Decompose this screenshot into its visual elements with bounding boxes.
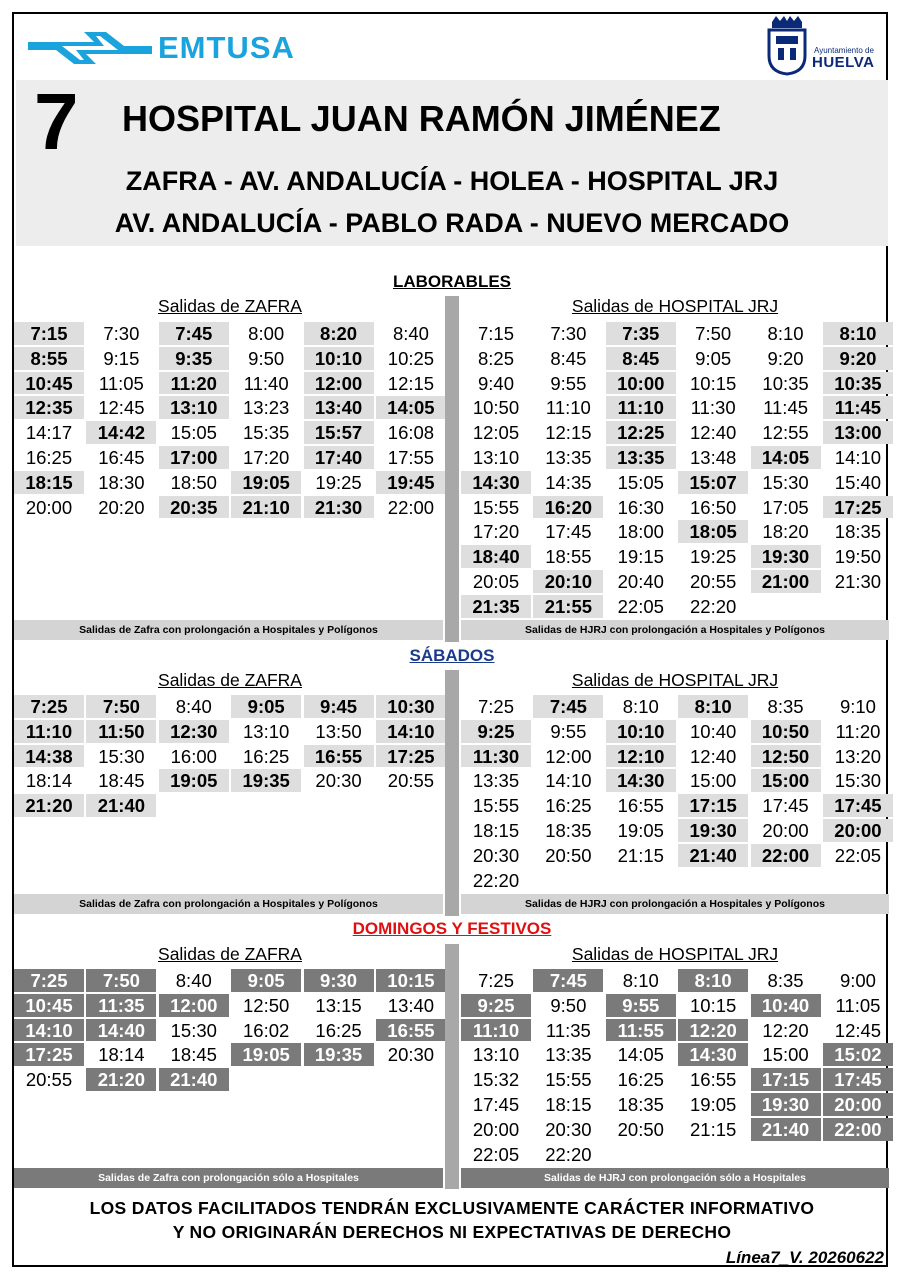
departure-time: 12:20 <box>762 1019 809 1041</box>
departure-time: 16:55 <box>617 795 664 817</box>
departure-time: 16:25 <box>25 446 73 468</box>
departure-time-highlighted: 7:45 <box>159 322 229 345</box>
note-zafra-laborables: Salidas de Zafra con prolongación a Hospitales y Polígonos <box>14 620 443 640</box>
departure-time-highlighted: 21:20 <box>14 794 84 817</box>
departure-time: 12:40 <box>690 745 737 767</box>
departure-time: 20:30 <box>472 844 520 866</box>
departure-time-highlighted: 17:00 <box>159 446 229 469</box>
departure-time-highlighted: 9:20 <box>823 347 893 370</box>
departure-time: 13:48 <box>690 446 737 468</box>
departure-time-highlighted: 11:10 <box>461 1019 531 1042</box>
hjrj-timetable-sabados <box>461 695 893 891</box>
departure-time: 22:20 <box>545 1143 592 1165</box>
departure-time: 20:05 <box>472 570 520 592</box>
departure-time-highlighted: 15:07 <box>678 471 748 494</box>
departure-time-highlighted: 8:10 <box>678 695 748 718</box>
departure-time: 18:15 <box>545 1093 592 1115</box>
departure-time: 15:30 <box>170 1019 217 1041</box>
departure-time: 12:15 <box>545 422 592 444</box>
departure-time-highlighted: 7:45 <box>533 969 603 992</box>
departure-time-highlighted: 14:30 <box>606 769 676 792</box>
departure-time: 16:25 <box>315 1019 362 1041</box>
departure-time: 13:35 <box>545 446 592 468</box>
departure-time: 11:40 <box>243 372 289 394</box>
departure-time-highlighted: 10:45 <box>14 994 84 1017</box>
departure-time: 15:05 <box>170 422 217 444</box>
departure-time: 9:50 <box>248 347 285 369</box>
departure-time-highlighted: 17:25 <box>823 496 893 519</box>
note-zafra-sabados: Salidas de Zafra con prolongación a Hospitales y Polígonos <box>14 894 443 914</box>
disclaimer-line-1: LOS DATOS FACILITADOS TENDRÁN EXCLUSIVAMENTE CARÁCTER INFORMATIVO <box>89 1198 815 1218</box>
departure-time: 9:40 <box>477 372 514 394</box>
departure-time: 14:17 <box>25 422 73 444</box>
departure-time: 18:35 <box>834 521 882 543</box>
departure-time-highlighted: 20:00 <box>823 819 893 842</box>
departure-time: 15:30 <box>762 471 809 493</box>
departure-time: 12:40 <box>690 422 737 444</box>
departure-time-highlighted: 14:42 <box>86 421 156 444</box>
departure-time-highlighted: 12:20 <box>678 1019 748 1042</box>
departure-time: 18:45 <box>98 770 145 792</box>
departure-time: 15:00 <box>762 1044 809 1066</box>
departure-time: 15:00 <box>690 770 737 792</box>
departure-time: 20:50 <box>617 1118 664 1140</box>
departure-time: 7:25 <box>477 696 514 717</box>
ayto-caption: Ayuntamiento de <box>814 46 874 55</box>
departure-time: 11:10 <box>545 397 591 419</box>
departure-time: 16:25 <box>243 745 290 767</box>
departure-time-highlighted: 21:40 <box>159 1068 229 1091</box>
departure-time: 12:50 <box>243 994 290 1016</box>
departure-time-highlighted: 19:35 <box>231 769 301 792</box>
departure-time: 16:50 <box>690 496 737 518</box>
departure-time: 9:50 <box>550 994 587 1016</box>
departure-time-highlighted: 20:10 <box>533 570 603 593</box>
departure-time: 15:55 <box>472 795 520 817</box>
departure-time-highlighted: 21:40 <box>86 794 156 817</box>
note-hjrj-sabados: Salidas de HJRJ con prolongación a Hospitales y Polígonos <box>461 894 889 914</box>
departure-time-highlighted: 14:30 <box>678 1043 748 1066</box>
departure-time: 17:45 <box>472 1093 520 1115</box>
departure-time-highlighted: 7:25 <box>14 695 84 718</box>
line-number: 7 <box>34 77 79 166</box>
departure-time: 13:35 <box>472 770 520 792</box>
hjrj-label-sabados: Salidas de HOSPITAL JRJ <box>571 670 779 690</box>
departure-time-highlighted: 19:30 <box>751 545 821 568</box>
departure-time-highlighted: 15:00 <box>751 769 821 792</box>
departure-time-highlighted: 17:40 <box>304 446 374 469</box>
departure-time-highlighted: 9:55 <box>606 994 676 1017</box>
coat-of-arms-icon <box>764 16 810 76</box>
departure-time: 17:55 <box>387 446 435 468</box>
departure-time: 20:55 <box>387 770 435 792</box>
departure-time-highlighted: 18:05 <box>678 520 748 543</box>
departure-time: 22:05 <box>617 595 664 617</box>
departure-time: 11:35 <box>545 1019 591 1041</box>
departure-time: 21:15 <box>690 1118 737 1140</box>
departure-time: 15:35 <box>243 422 290 444</box>
version-label: Línea7_V. 20260622 <box>725 1248 884 1267</box>
departure-time-highlighted: 17:25 <box>14 1043 84 1066</box>
departure-time: 7:50 <box>695 323 732 344</box>
departure-time: 14:05 <box>617 1044 664 1066</box>
departure-time-highlighted: 16:55 <box>304 745 374 768</box>
departure-time-highlighted: 22:00 <box>751 844 821 867</box>
departure-time-highlighted: 8:55 <box>14 347 84 370</box>
hjrj-label-domingos: Salidas de HOSPITAL JRJ <box>571 944 779 964</box>
departure-time: 18:14 <box>25 770 73 792</box>
departure-time: 15:40 <box>834 471 882 493</box>
departure-time: 11:20 <box>835 720 881 742</box>
departure-time: 17:45 <box>762 795 809 817</box>
ayuntamiento-logo <box>764 16 884 76</box>
departure-time-highlighted: 15:57 <box>304 421 374 444</box>
departure-time-highlighted: 7:45 <box>533 695 603 718</box>
departure-time: 7:15 <box>477 323 514 344</box>
departure-time-highlighted: 14:05 <box>376 396 446 419</box>
departure-time-highlighted: 16:20 <box>533 496 603 519</box>
departure-time: 20:55 <box>25 1069 73 1091</box>
departure-time-highlighted: 7:50 <box>86 695 156 718</box>
departure-time: 13:50 <box>315 720 362 742</box>
departure-time: 18:00 <box>617 521 664 543</box>
departure-time-highlighted: 14:05 <box>751 446 821 469</box>
departure-time-highlighted: 19:05 <box>231 1043 301 1066</box>
zafra-timetable-sabados <box>14 695 446 817</box>
departure-time-highlighted: 13:35 <box>606 446 676 469</box>
departure-time-highlighted: 9:45 <box>304 695 374 718</box>
departure-time-highlighted: 8:10 <box>823 322 893 345</box>
departure-time: 16:25 <box>545 795 592 817</box>
departure-time: 9:05 <box>695 347 732 369</box>
departure-time: 20:20 <box>98 496 145 518</box>
departure-time: 20:55 <box>690 570 737 592</box>
departure-time: 19:05 <box>617 819 664 841</box>
departure-time: 8:45 <box>550 347 587 369</box>
departure-time-highlighted: 14:30 <box>461 471 531 494</box>
departure-time: 15:05 <box>617 471 664 493</box>
departure-time-highlighted: 10:50 <box>751 720 821 743</box>
departure-time: 19:15 <box>617 546 664 568</box>
departure-time-highlighted: 8:20 <box>304 322 374 345</box>
section-title-laborables: LABORABLES <box>392 272 512 291</box>
hjrj-timetable-laborables <box>461 322 893 618</box>
departure-time-highlighted: 17:25 <box>376 745 446 768</box>
departure-time: 12:55 <box>762 422 809 444</box>
departure-time-highlighted: 11:30 <box>461 745 531 768</box>
departure-time-highlighted: 10:00 <box>606 372 676 395</box>
departure-time-highlighted: 21:10 <box>231 496 301 519</box>
departure-time-highlighted: 9:35 <box>159 347 229 370</box>
departure-time-highlighted: 19:05 <box>159 769 229 792</box>
departure-time: 8:10 <box>767 323 804 344</box>
departure-time: 17:20 <box>243 446 290 468</box>
departure-time: 13:10 <box>472 1044 520 1066</box>
departure-time: 15:55 <box>545 1069 592 1091</box>
departure-time: 11:05 <box>98 372 144 394</box>
departure-time: 8:00 <box>248 323 285 344</box>
departure-time: 15:55 <box>472 496 520 518</box>
departure-time-highlighted: 11:20 <box>159 372 229 395</box>
departure-time: 22:20 <box>690 595 737 617</box>
departure-time-highlighted: 12:30 <box>159 720 229 743</box>
departure-time-highlighted: 21:40 <box>751 1118 821 1141</box>
departure-time-highlighted: 18:15 <box>14 471 84 494</box>
departure-time: 18:55 <box>545 546 592 568</box>
departure-time: 19:50 <box>834 546 882 568</box>
departure-time: 16:55 <box>690 1069 737 1091</box>
departure-time-highlighted: 17:45 <box>823 794 893 817</box>
ayto-city: HUELVA <box>812 54 875 71</box>
departure-time-highlighted: 21:40 <box>678 844 748 867</box>
departure-time-highlighted: 11:45 <box>823 396 893 419</box>
zafra-label-laborables: Salidas de ZAFRA <box>158 296 302 316</box>
departure-time-highlighted: 14:38 <box>14 745 84 768</box>
departure-time: 20:40 <box>617 570 664 592</box>
departure-time-highlighted: 10:40 <box>751 994 821 1017</box>
departure-time: 7:30 <box>550 323 587 344</box>
brand-name: EMTUSA <box>158 30 295 65</box>
departure-time: 14:10 <box>834 446 882 468</box>
departure-time-highlighted: 10:45 <box>14 372 84 395</box>
departure-time: 9:55 <box>550 372 587 394</box>
note-hjrj-domingos: Salidas de HJRJ con prolongación sólo a Hospitales <box>461 1168 889 1188</box>
column-divider <box>445 944 459 1189</box>
departure-time-highlighted: 13:10 <box>159 396 229 419</box>
departure-time: 22:05 <box>472 1143 520 1165</box>
departure-time: 13:20 <box>834 745 882 767</box>
departure-time-highlighted: 7:15 <box>14 322 84 345</box>
departure-time-highlighted: 19:35 <box>304 1043 374 1066</box>
hjrj-timetable-domingos <box>461 969 893 1165</box>
departure-time: 11:05 <box>835 994 881 1016</box>
departure-time-highlighted: 9:30 <box>304 969 374 992</box>
departure-time: 13:23 <box>243 397 290 419</box>
departure-time: 8:35 <box>767 696 804 717</box>
departure-time: 12:00 <box>545 745 592 767</box>
departure-time-highlighted: 18:40 <box>461 545 531 568</box>
zafra-timetable-domingos <box>14 969 446 1091</box>
departure-time: 10:15 <box>690 994 737 1016</box>
note-hjrj-laborables: Salidas de HJRJ con prolongación a Hospitales y Polígonos <box>461 620 889 640</box>
departure-time-highlighted: 12:25 <box>606 421 676 444</box>
departure-time: 19:25 <box>690 546 737 568</box>
departure-time-highlighted: 21:30 <box>304 496 374 519</box>
departure-time-highlighted: 12:00 <box>304 372 374 395</box>
departure-time-highlighted: 20:00 <box>823 1093 893 1116</box>
departure-time: 18:14 <box>98 1044 145 1066</box>
departure-time: 16:00 <box>170 745 217 767</box>
column-divider <box>445 670 459 916</box>
departure-time-highlighted: 22:00 <box>823 1118 893 1141</box>
departure-time: 17:20 <box>472 521 520 543</box>
departure-time-highlighted: 12:00 <box>159 994 229 1017</box>
departure-time-highlighted: 8:10 <box>678 969 748 992</box>
departure-time: 10:25 <box>387 347 435 369</box>
departure-time: 13:15 <box>315 994 362 1016</box>
departure-time: 16:02 <box>243 1019 290 1041</box>
departure-time: 20:50 <box>545 844 592 866</box>
departure-time-highlighted: 9:25 <box>461 994 531 1017</box>
departure-time-highlighted: 9:05 <box>231 695 301 718</box>
departure-time: 11:45 <box>763 397 809 419</box>
departure-time: 7:30 <box>103 323 140 344</box>
departure-time: 12:45 <box>98 397 145 419</box>
departure-time: 22:00 <box>387 496 435 518</box>
departure-time-highlighted: 13:40 <box>304 396 374 419</box>
departure-time: 18:15 <box>472 819 520 841</box>
departure-time: 22:05 <box>834 844 882 866</box>
departure-time-highlighted: 10:15 <box>376 969 446 992</box>
departure-time: 18:35 <box>617 1093 664 1115</box>
section-title-domingos: DOMINGOS Y FESTIVOS <box>352 919 552 938</box>
departure-time: 19:05 <box>690 1093 737 1115</box>
departure-time-highlighted: 10:10 <box>606 720 676 743</box>
departure-time: 10:50 <box>472 397 520 419</box>
departure-time-highlighted: 10:35 <box>823 372 893 395</box>
departure-time: 7:25 <box>477 970 514 991</box>
departure-time: 9:15 <box>103 347 140 369</box>
departure-time: 12:15 <box>387 372 435 394</box>
departure-time: 11:30 <box>690 397 736 419</box>
departure-time-highlighted: 17:15 <box>678 794 748 817</box>
route-line-2: AV. ANDALUCÍA - PABLO RADA - NUEVO MERCADO <box>114 208 790 238</box>
departure-time: 18:30 <box>98 471 145 493</box>
departure-time: 13:10 <box>472 446 520 468</box>
departure-time: 13:10 <box>243 720 290 742</box>
departure-time-highlighted: 11:10 <box>14 720 84 743</box>
departure-time-highlighted: 13:00 <box>823 421 893 444</box>
departure-time-highlighted: 7:25 <box>14 969 84 992</box>
departure-time: 15:32 <box>472 1069 520 1091</box>
departure-time-highlighted: 8:45 <box>606 347 676 370</box>
departure-time-highlighted: 15:02 <box>823 1043 893 1066</box>
departure-time: 16:25 <box>617 1069 664 1091</box>
departure-time: 14:35 <box>545 471 592 493</box>
line-title: HOSPITAL JUAN RAMÓN JIMÉNEZ <box>122 98 721 139</box>
departure-time-highlighted: 19:45 <box>376 471 446 494</box>
departure-time: 9:10 <box>839 696 876 717</box>
departure-time: 9:00 <box>839 970 876 991</box>
departure-time-highlighted: 21:20 <box>86 1068 156 1091</box>
departure-time: 14:10 <box>545 770 592 792</box>
departure-time: 17:05 <box>762 496 809 518</box>
departure-time-highlighted: 20:35 <box>159 496 229 519</box>
zafra-label-domingos: Salidas de ZAFRA <box>158 944 302 964</box>
column-divider <box>445 296 459 642</box>
departure-time-highlighted: 11:10 <box>606 396 676 419</box>
departure-time-highlighted: 21:00 <box>751 570 821 593</box>
departure-time: 16:08 <box>387 422 435 444</box>
departure-time-highlighted: 7:35 <box>606 322 676 345</box>
departure-time: 20:00 <box>25 496 73 518</box>
departure-time-highlighted: 11:55 <box>606 1019 676 1042</box>
departure-time-highlighted: 19:30 <box>751 1093 821 1116</box>
departure-time: 16:30 <box>617 496 664 518</box>
departure-time: 18:35 <box>545 819 592 841</box>
departure-time-highlighted: 9:25 <box>461 720 531 743</box>
departure-time-highlighted: 11:50 <box>86 720 156 743</box>
departure-time-highlighted: 19:05 <box>231 471 301 494</box>
departure-time-highlighted: 12:10 <box>606 745 676 768</box>
emtusa-arrows-icon <box>24 26 159 70</box>
departure-time: 8:35 <box>767 970 804 991</box>
departure-time: 19:25 <box>315 471 362 493</box>
section-title-sabados: SÁBADOS <box>409 646 495 665</box>
departure-time-highlighted: 21:55 <box>533 595 603 618</box>
departure-time-highlighted: 10:30 <box>376 695 446 718</box>
departure-time: 18:45 <box>170 1044 217 1066</box>
departure-time-highlighted: 14:10 <box>376 720 446 743</box>
departure-time-highlighted: 14:10 <box>14 1019 84 1042</box>
zafra-label-sabados: Salidas de ZAFRA <box>158 670 302 690</box>
departure-time-highlighted: 7:50 <box>86 969 156 992</box>
departure-time-highlighted: 17:45 <box>823 1068 893 1091</box>
departure-time: 20:30 <box>545 1118 592 1140</box>
departure-time: 20:30 <box>315 770 362 792</box>
departure-time: 20:00 <box>762 819 809 841</box>
departure-time: 15:30 <box>98 745 145 767</box>
departure-time: 17:45 <box>545 521 592 543</box>
departure-time-highlighted: 11:35 <box>86 994 156 1017</box>
departure-time-highlighted: 12:35 <box>14 396 84 419</box>
departure-time: 8:40 <box>175 970 212 991</box>
departure-time-highlighted: 12:50 <box>751 745 821 768</box>
departure-time: 20:00 <box>472 1118 520 1140</box>
departure-time: 10:40 <box>690 720 737 742</box>
departure-time: 18:50 <box>170 471 217 493</box>
route-line-1: ZAFRA - AV. ANDALUCÍA - HOLEA - HOSPITAL JRJ <box>125 166 779 196</box>
departure-time: 20:30 <box>387 1044 435 1066</box>
departure-time: 8:40 <box>392 323 429 344</box>
departure-time-highlighted: 9:05 <box>231 969 301 992</box>
departure-time: 8:40 <box>175 696 212 717</box>
departure-time-highlighted: 16:55 <box>376 1019 446 1042</box>
departure-time: 9:55 <box>550 720 587 742</box>
departure-time: 8:10 <box>622 970 659 991</box>
emtusa-logo <box>24 26 364 70</box>
departure-time: 12:05 <box>472 422 520 444</box>
departure-time: 9:20 <box>767 347 804 369</box>
departure-time: 12:45 <box>834 1019 882 1041</box>
departure-time: 16:45 <box>98 446 145 468</box>
hjrj-label-laborables: Salidas de HOSPITAL JRJ <box>571 296 779 316</box>
departure-time: 15:30 <box>834 770 882 792</box>
departure-time: 21:30 <box>834 570 882 592</box>
departure-time-highlighted: 19:30 <box>678 819 748 842</box>
departure-time: 10:15 <box>690 372 737 394</box>
disclaimer-line-2: Y NO ORIGINARÁN DERECHOS NI EXPECTATIVAS DE DERECHO <box>172 1222 732 1242</box>
departure-time: 18:20 <box>762 521 809 543</box>
departure-time: 13:35 <box>545 1044 592 1066</box>
departure-time: 21:15 <box>617 844 664 866</box>
departure-time: 22:20 <box>472 869 520 891</box>
departure-time: 8:25 <box>477 347 514 369</box>
departure-time-highlighted: 14:40 <box>86 1019 156 1042</box>
departure-time-highlighted: 10:10 <box>304 347 374 370</box>
departure-time: 8:10 <box>622 696 659 717</box>
departure-time-highlighted: 21:35 <box>461 595 531 618</box>
note-zafra-domingos: Salidas de Zafra con prolongación sólo a Hospitales <box>14 1168 443 1188</box>
departure-time: 10:35 <box>762 372 809 394</box>
departure-time-highlighted: 17:15 <box>751 1068 821 1091</box>
departure-time: 13:40 <box>387 994 435 1016</box>
zafra-timetable-laborables <box>14 322 446 518</box>
